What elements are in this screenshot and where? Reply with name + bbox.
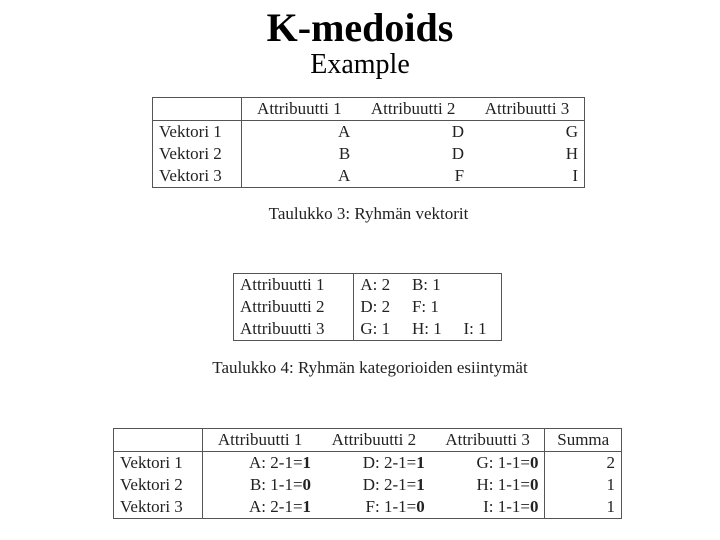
cell-value: 1 — [302, 453, 312, 472]
row-label: Vektori 3 — [114, 496, 203, 519]
column-header: Attribuutti 1 — [203, 429, 317, 452]
row-label: Vektori 2 — [153, 143, 242, 165]
table-cell: A — [337, 166, 351, 185]
cell-value: 1 — [416, 453, 425, 472]
table-cell: I — [572, 166, 578, 185]
table-row — [153, 121, 585, 144]
row-label: Attribuutti 2 — [234, 296, 354, 318]
table-cell: A: 2 — [360, 275, 391, 294]
cell-expression: I: 1-1= — [483, 497, 530, 516]
cell-value: 0 — [416, 497, 425, 516]
cell-expression: B: 1-1= — [249, 475, 303, 494]
table-cell — [317, 474, 431, 496]
cell-expression: H: 1-1= — [476, 475, 530, 494]
cell-value: 1 — [416, 475, 425, 494]
cell-expression: F: 1-1= — [365, 497, 417, 516]
distance-sum-table — [113, 428, 622, 519]
table-cell — [317, 496, 431, 519]
table-cell: H — [565, 144, 578, 163]
table-caption: Taulukko 3: Ryhmän vektorit — [268, 204, 469, 223]
column-header: Attribuutti 1 — [242, 98, 356, 121]
table-row — [114, 474, 622, 496]
cell-expression: D: 2-1= — [362, 453, 417, 472]
sum-cell: 2 — [545, 452, 622, 475]
header-corner — [114, 429, 203, 452]
category-occurrences-table — [233, 273, 502, 341]
cell-value: 0 — [529, 497, 539, 516]
cell-value: 0 — [529, 453, 539, 472]
table-caption: Taulukko 4: Ryhmän kategorioiden esiintymät — [212, 358, 528, 377]
sum-cell: 1 — [545, 474, 622, 496]
cell-value: 0 — [529, 475, 539, 494]
table-cell: D: 2 — [360, 297, 391, 316]
table-cell: D — [451, 144, 465, 163]
table-row — [234, 296, 502, 318]
slide-subtitle: Example — [310, 49, 410, 80]
table-row — [114, 452, 622, 475]
row-label: Attribuutti 1 — [234, 274, 354, 297]
table-row — [234, 274, 502, 297]
cell-value: 0 — [302, 475, 312, 494]
column-header-summa: Summa — [545, 429, 622, 452]
slide-title: K-medoids — [266, 5, 454, 50]
group-vectors-table — [152, 97, 585, 188]
table-cell: H: 1 — [411, 319, 442, 338]
table-row — [234, 318, 502, 341]
cell-expression: A: 2-1= — [249, 453, 303, 472]
table-cell: F: 1 — [411, 297, 439, 316]
row-label: Attribuutti 3 — [234, 318, 354, 341]
column-header: Attribuutti 2 — [356, 98, 470, 121]
table-cell — [431, 496, 545, 519]
table-cell — [203, 496, 317, 519]
cell-expression: D: 2-1= — [362, 475, 417, 494]
table-cell — [317, 452, 431, 475]
table-cell — [431, 452, 545, 475]
table-cell: I: 1 — [463, 319, 487, 338]
row-label: Vektori 3 — [153, 165, 242, 188]
table-cell: G — [565, 122, 578, 141]
row-label: Vektori 1 — [114, 452, 203, 475]
table-cell: B: 1 — [411, 275, 441, 294]
header-corner — [153, 98, 242, 121]
table-cell — [457, 274, 501, 297]
table-cell — [203, 474, 317, 496]
table-cell — [431, 474, 545, 496]
table-cell: A — [337, 122, 351, 141]
row-label: Vektori 2 — [114, 474, 203, 496]
column-header: Attribuutti 2 — [317, 429, 431, 452]
cell-value: 1 — [302, 497, 312, 516]
table-cell: G: 1 — [360, 319, 391, 338]
table-cell — [457, 296, 501, 318]
cell-expression: A: 2-1= — [249, 497, 303, 516]
table-header-row — [114, 429, 622, 452]
column-header: Attribuutti 3 — [431, 429, 545, 452]
table-cell: B — [338, 144, 351, 163]
table-cell — [203, 452, 317, 475]
row-label: Vektori 1 — [153, 121, 242, 144]
table-row — [114, 496, 622, 519]
sum-cell: 1 — [545, 496, 622, 519]
table-row — [153, 143, 585, 165]
table-cell: F — [454, 166, 465, 185]
table-row — [153, 165, 585, 188]
cell-expression: G: 1-1= — [476, 453, 530, 472]
column-header: Attribuutti 3 — [470, 98, 584, 121]
table-cell: D — [451, 122, 465, 141]
table-header-row — [153, 98, 585, 121]
